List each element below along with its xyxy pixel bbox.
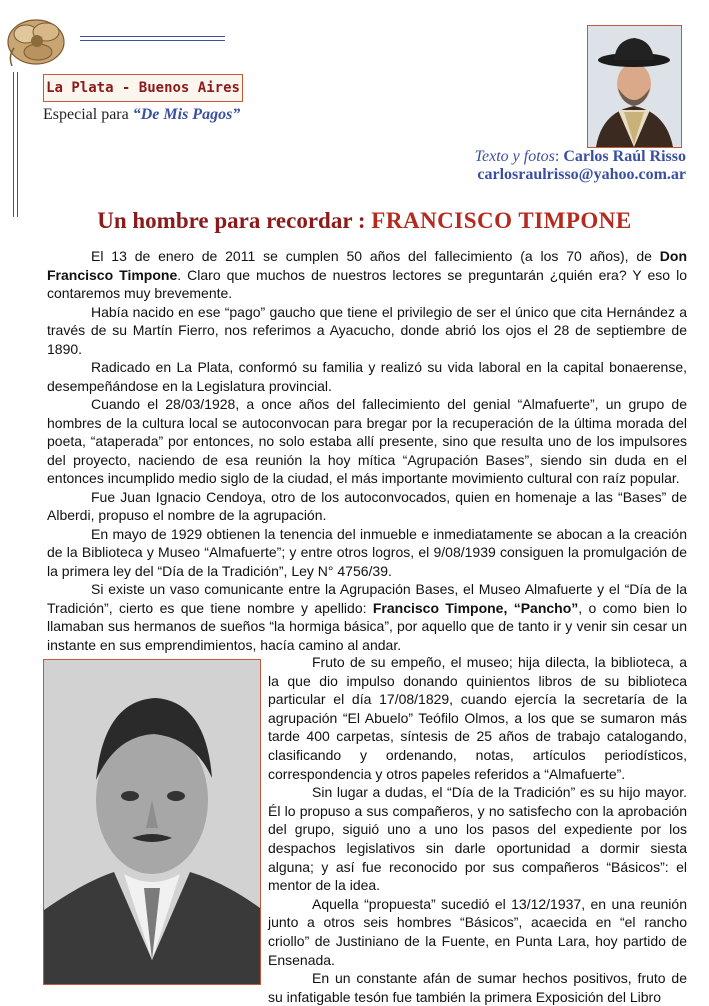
credit-line [475, 148, 686, 166]
paragraph: Había nacido en ese “pago” gaucho que tiene el privilegio de ser el único que cita Hernández a través de su Martín Fierro, nos referimos a Ayacucho, donde abrió los ojos el 28 de septiembre de 1890. [47, 303, 687, 357]
article-title [0, 208, 709, 234]
paragraph: Aquella “propuesta” sucedió el 13/12/1937, en una reunión junto a otros seis hombres “Básicos”, acaecida en “el rancho criollo” de Justiniano de la Fuente, en Punta Lara, hoy partido de Ensenada. [268, 895, 687, 968]
ornament-flower-icon [4, 8, 76, 72]
paragraph-text: Si existe un vaso comunicante entre la Agrupación Bases, el Museo Almafuerte y el “Día de la Tradición”, cierto es que tiene nombre y apellido: [47, 581, 687, 616]
paragraph-text: El 13 de enero de 2011 se cumplen 50 años del fallecimiento (a los 70 años), de [91, 248, 660, 264]
publication-name: “De Mis Pagos” [132, 106, 241, 123]
portrait-francisco-timpone [43, 659, 261, 985]
credit-separator: : [554, 148, 564, 165]
paragraph: En mayo de 1929 obtienen la tenencia del inmueble e inmediatamente se abocan a la creación de la Biblioteca y Museo “Almafuerte”; y entre otros logros, el 9/08/1939 consiguen la promulgación de la primera ley del “Día de la Tradición”, Ley N° 4756/39. [47, 525, 687, 579]
bold-name: Don Francisco Timpone [47, 248, 687, 283]
header-rule [80, 40, 225, 41]
paragraph: Cuando el 28/03/1928, a once años del fallecimiento del genial “Almafuerte”, un grupo de hombres de la cultura local se autoconvocan para bregar por la recuperación de la última morada del poeta, “ataperada” por entonces, no solo estaba allí presente, sino que resulta uno de los impulsores del proyecto, naciendo de esa reunión la hoy mítica “Agrupación Bases”, siendo sin duda en el entonces incumplido medio siglo de la ciudad, el más importante movimiento cultural con raíz popular. [47, 396, 687, 486]
special-prefix: Especial para [43, 106, 133, 123]
paragraph: Sin lugar a dudas, el “Día de la Tradición” es su hijo mayor. Él lo propuso a sus compañeros, y no satisfecho con la aprobación del grupo, siguió uno a uno los pasos del expediente por los despachos legislativos sin darle oportunidad a dormir siesta alguna; y así fue reconocido por sus compañeros “Básicos”: el mentor de la idea. [268, 784, 687, 894]
margin-rule [17, 72, 18, 217]
paragraph [47, 580, 687, 654]
author-credit [475, 148, 686, 184]
paragraph: Fruto de su empeño, el museo; hija dilecta, la biblioteca, a la que dio impulso donando quinientos libros de su biblioteca particular el día 17/08/1829, cuando ejercía la secretaría de la agrupación “El Abuelo” Teófilo Olmos, a los que se sumaron más tarde 400 carpetas, síntesis de 25 años de trabajo catalogando, clasificando y ordenando, notas, artículos periodísticos, correspondencia y otros papeles referidos a “Almafuerte”. [268, 654, 687, 782]
paragraph: En un constante afán de sumar hechos positivos, fruto de su infatigable tesón fue también la primera Exposición del Libro [268, 970, 687, 1005]
article-body-wrap [268, 653, 687, 1006]
special-for-line [43, 106, 240, 124]
title-prefix: Un hombre para recordar : [97, 208, 372, 233]
credit-label: Texto y fotos [474, 148, 555, 165]
author-gaucho-photo [587, 25, 682, 148]
location-label: La Plata - Buenos Aires [43, 74, 243, 102]
paragraph: Fue Juan Ignacio Cendoya, otro de los autoconvocados, quien en homenaje a las “Bases” de Alberdi, propuso el nombre de la agrupación. [47, 488, 687, 523]
author-name: Carlos Raúl Risso [563, 148, 686, 165]
bold-name: Francisco Timpone, “Pancho” [372, 599, 579, 616]
article-body [47, 247, 687, 654]
author-email: carlosraulrisso@yahoo.com.ar [477, 166, 686, 183]
paragraph-text: , o como bien lo llamaban sus hermanos de sueños “la hormiga básica”, por aquello que de tanto ir y venir sin cesar un instante en sus emprendimientos, hacía camino al andar. [47, 599, 688, 653]
paragraph: Radicado en La Plata, conformó su familia y realizó su vida laboral en la capital bonaerense, desempeñándose en la Legislatura provincial. [47, 359, 687, 394]
paragraph [47, 247, 687, 303]
paragraph-text: . Claro que muchos de nuestros lectores se preguntarán ¿quién era? Y eso lo contaremos muy brevemente. [47, 266, 688, 301]
margin-rule [13, 72, 14, 217]
header-rule [80, 36, 225, 37]
title-name: FRANCISCO TIMPONE [371, 208, 632, 233]
